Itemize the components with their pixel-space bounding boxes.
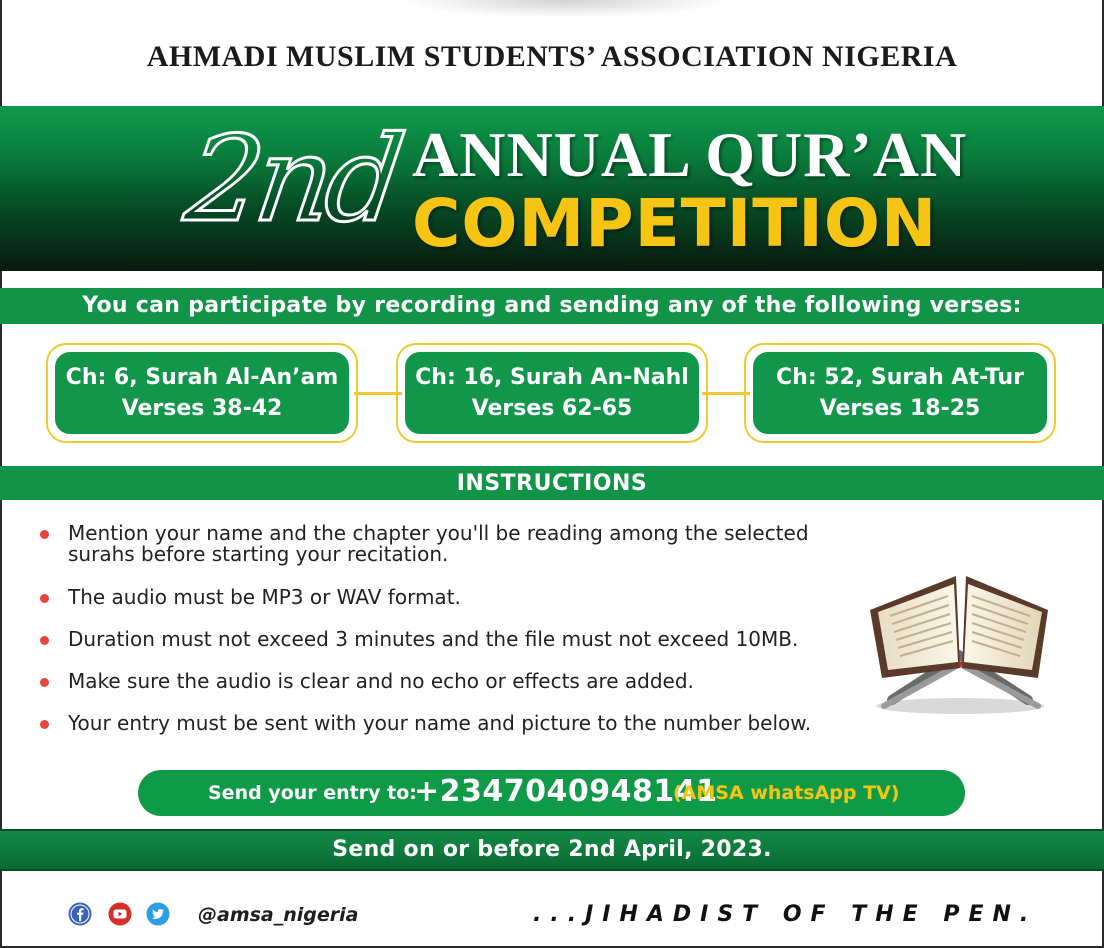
instruction-text: Make sure the audio is clear and no echo or effects are added. [68, 669, 694, 693]
verse-chapter: Ch: 6, Surah Al-An’am [65, 365, 339, 390]
organization-title: AHMADI MUSLIM STUDENTS’ ASSOCIATION NIGERIA [146, 40, 958, 73]
instruction-text-continued: surahs before starting your recitation. [68, 542, 449, 566]
verse-card [396, 343, 708, 443]
deadline-banner: Send on or before 2nd April, 2023. [0, 829, 1104, 871]
bullet-icon [40, 636, 49, 645]
verse-card [46, 343, 358, 443]
entry-phone-number[interactable]: +2347040948141 [414, 774, 718, 809]
bullet-icon [40, 720, 49, 729]
verse-chapter: Ch: 52, Surah At-Tur [776, 365, 1024, 390]
verse-connector [354, 392, 402, 395]
bullet-icon [40, 530, 49, 539]
hero-ordinal: 2nd [178, 110, 407, 248]
facebook-icon[interactable] [68, 902, 92, 926]
participate-banner: You can participate by recording and sending any of the following verses: [0, 288, 1104, 324]
instruction-text: Duration must not exceed 3 minutes and the file must not exceed 10MB. [68, 627, 799, 651]
entry-banner [138, 770, 965, 816]
instruction-text: Mention your name and the chapter you'll be reading among the selected [68, 521, 809, 545]
verse-range: Verses 38-42 [121, 396, 283, 421]
verse-card [744, 343, 1056, 443]
entry-label: Send your entry to: [208, 782, 417, 804]
quran-book-icon [862, 568, 1052, 718]
tagline: ...JIHADIST OF THE PEN. [533, 902, 1038, 927]
hero-title-line2: COMPETITION [412, 185, 938, 262]
hero-title-line1: ANNUAL QUR’AN [412, 119, 968, 190]
instruction-text: The audio must be MP3 or WAV format. [68, 585, 461, 609]
bullet-icon [40, 678, 49, 687]
top-shadow [400, 0, 730, 18]
verse-chapter: Ch: 16, Surah An-Nahl [415, 365, 689, 390]
verse-connector [702, 392, 750, 395]
instruction-text: Your entry must be sent with your name and picture to the number below. [68, 711, 812, 735]
verse-range: Verses 18-25 [819, 396, 981, 421]
instructions-heading: INSTRUCTIONS [0, 466, 1104, 500]
bullet-icon [40, 594, 49, 603]
verse-range: Verses 62-65 [471, 396, 633, 421]
instruction-item [40, 523, 860, 567]
youtube-icon[interactable] [108, 902, 132, 926]
entry-channel-note: (AMSA whatsApp TV) [673, 782, 900, 804]
twitter-icon[interactable] [146, 902, 170, 926]
social-handle[interactable]: @amsa_nigeria [198, 904, 359, 926]
